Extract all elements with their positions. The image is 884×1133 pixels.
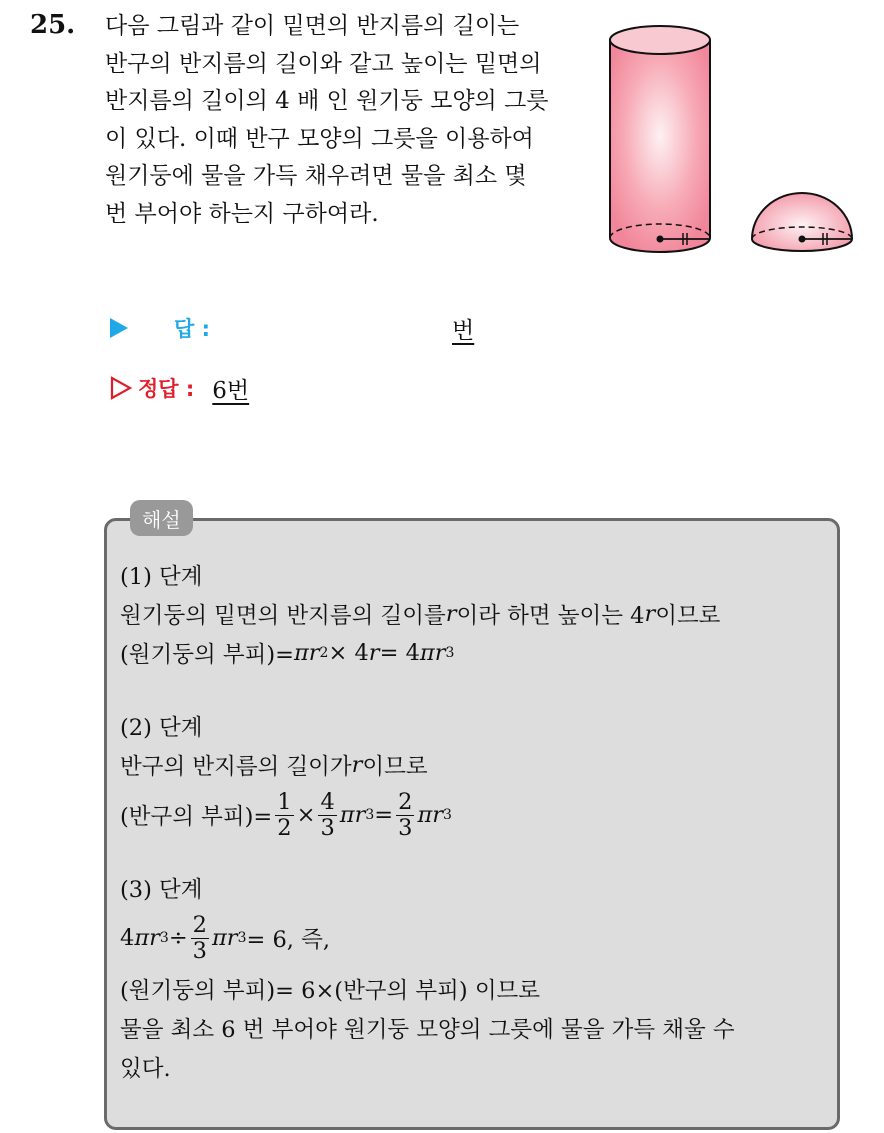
correct-answer-row	[110, 368, 249, 408]
question-line: 원기둥에 물을 가득 채우려면 물을 최소 몇	[105, 163, 527, 189]
step2-formula: (반구의 부피)= $\frac{1}{2}$ × $\frac{4}{3}$ π r 3 = $\frac{2}{3}$ π r 3	[120, 788, 452, 841]
hemisphere-shape	[752, 193, 852, 251]
question-number: 25.	[30, 10, 76, 40]
step3-line4: 있다.	[120, 1055, 171, 1082]
question-text	[105, 8, 595, 233]
fraction: $\frac{4}{3}$	[320, 788, 335, 841]
cylinder-hemisphere-figure	[600, 10, 870, 280]
step3-formula: 4 π r 3 ÷ $\frac{2}{3}$ π r 3 = 6, 즉,	[120, 911, 330, 964]
step1-text: 원기둥의 밑면의 반지름의 길이를 r 이라 하면 높이는 4 r 이므로	[120, 600, 721, 629]
step3-line2: (원기둥의 부피)= 6×(반구의 부피) 이므로	[120, 977, 541, 1004]
answer-row	[110, 308, 510, 348]
step1-formula: (원기둥의 부피)= π r 2 × 4 r = 4 π r 3	[120, 639, 455, 668]
step2-text: 반구의 반지름의 길이가 r 이므로	[120, 751, 428, 780]
answer-label: 답 :	[174, 317, 210, 341]
correct-answer-label: 정답 :	[138, 377, 195, 401]
cylinder-shape	[610, 26, 710, 252]
question-line: 반구의 반지름의 길이와 같고 높이는 밑면의	[105, 50, 542, 77]
solution-content	[120, 555, 836, 1086]
fraction: $\frac{2}{3}$	[192, 911, 207, 964]
answer-unit: 번	[452, 317, 475, 344]
question-line: 반지름의 길이의 4 배 인 원기둥 모양의 그릇	[105, 88, 549, 114]
correct-answer-value: 6번	[212, 377, 250, 404]
question-line: 이 있다. 이때 반구 모양의 그릇을 이용하여	[105, 125, 534, 152]
step3-title: (3) 단계	[120, 876, 203, 903]
fraction: $\frac{1}{2}$	[277, 788, 292, 841]
step3-line3: 물을 최소 6 번 부어야 원기둥 모양의 그릇에 물을 가득 채울 수	[120, 1016, 735, 1043]
question-line: 번 부어야 하는지 구하여라.	[105, 200, 379, 227]
step2-title: (2) 단계	[120, 714, 203, 741]
question-line: 다음 그림과 같이 밑면의 반지름의 길이는	[105, 13, 520, 39]
step1-title: (1) 단계	[120, 563, 203, 590]
outline-triangle-icon	[110, 376, 132, 400]
fraction: $\frac{2}{3}$	[398, 788, 413, 841]
play-triangle-icon	[110, 318, 128, 338]
solution-tab: 해설	[130, 500, 193, 536]
